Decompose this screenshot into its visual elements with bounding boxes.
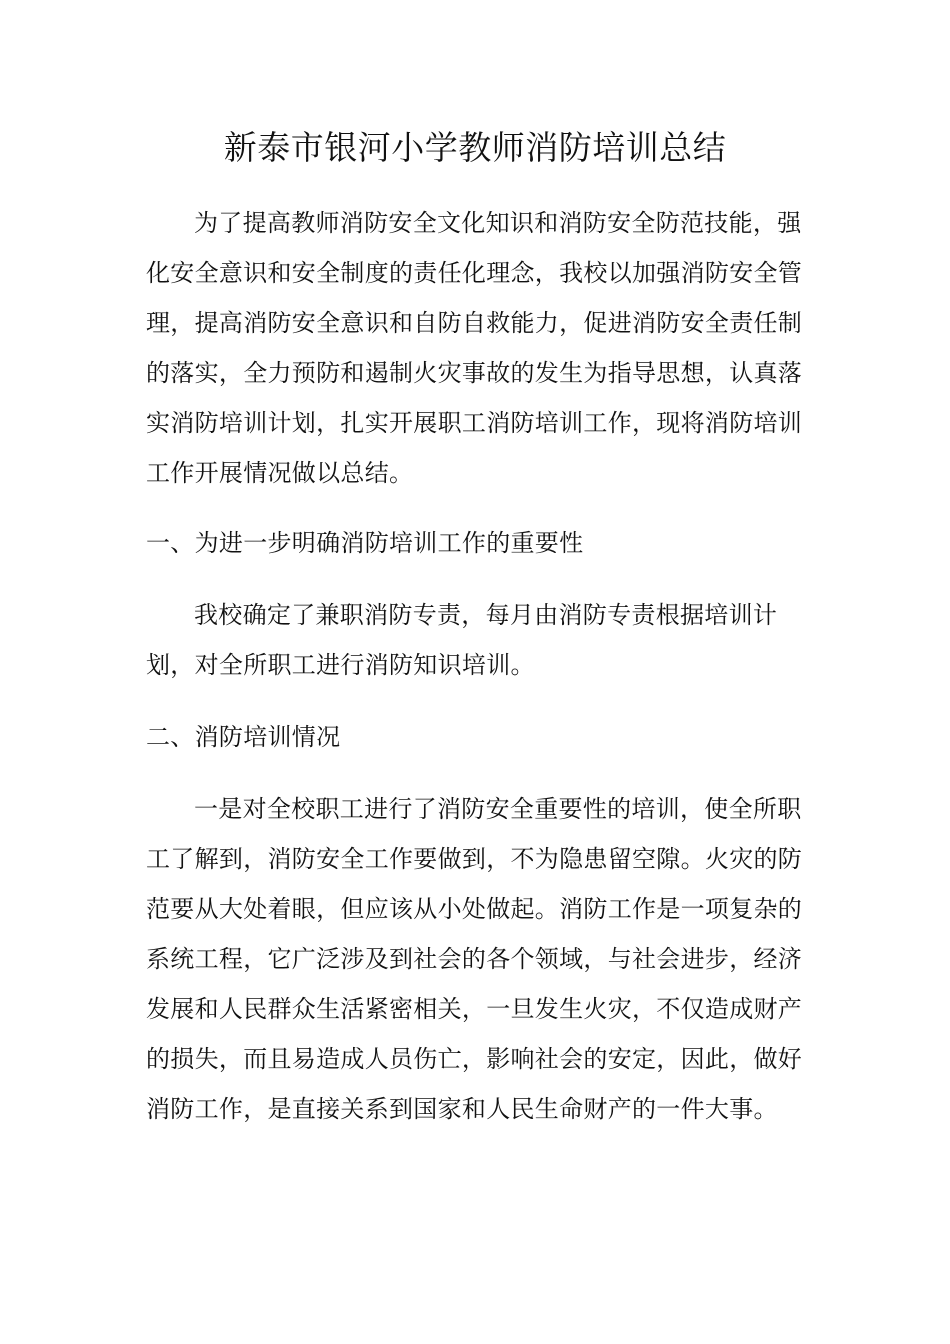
document-title: 新泰市银河小学教师消防培训总结: [223, 128, 727, 167]
section-heading-2: 二、消防培训情况: [146, 723, 341, 751]
paragraph-section-1: 我校确定了兼职消防专责，每月由消防专责根据培训计划，对全所职工进行消防知识培训。: [146, 601, 778, 679]
paragraph-intro: 为了提高教师消防安全文化知识和消防安全防范技能，强化安全意识和安全制度的责任化理念，我校以加强消防安全管理，提高消防安全意识和自防自救能力，促进消防安全责任制的落实，全力预防和遏制火灾事故的发生为指导思想，认真落实消防培训计划，扎实开展职工消防培训工作，现将消防培训工作开展情况做以总结。: [146, 209, 803, 487]
paragraph-section-2: 一是对全校职工进行了消防安全重要性的培训，使全所职工了解到，消防安全工作要做到，不为隐患留空隙。火灾的防范要从大处着眼，但应该从小处做起。消防工作是一项复杂的系统工程，它广泛涉及到社会的各个领域，与社会进步，经济发展和人民群众生活紧密相关，一旦发生火灾，不仅造成财产的损失，而且易造成人员伤亡，影响社会的安定，因此，做好消防工作，是直接关系到国家和人民生命财产的一件大事。: [146, 795, 803, 1123]
section-heading-1: 一、为进一步明确消防培训工作的重要性: [146, 529, 584, 557]
